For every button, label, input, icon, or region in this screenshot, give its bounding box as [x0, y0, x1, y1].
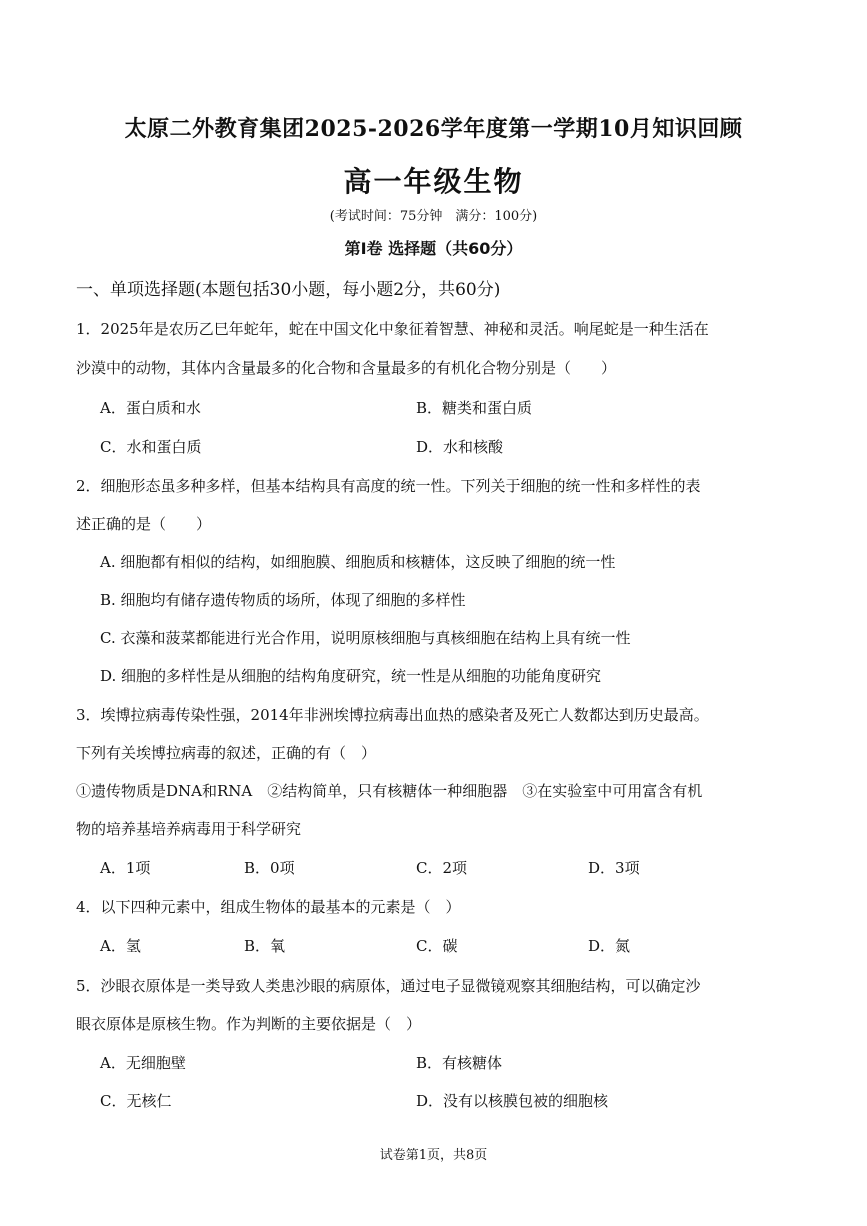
part-heading: 一、单项选择题(本题包括30小题，每小题2分，共60分) [76, 280, 501, 300]
exam-subtitle: 高一年级生物 [343, 165, 524, 198]
question-5-option-d: D．没有以核膜包被的细胞核 [416, 1092, 609, 1110]
question-3-option-d: D．3项 [588, 859, 640, 877]
question-4-line-1: 4．以下四种元素中，组成生物体的最基本的元素是（ ） [76, 898, 461, 916]
question-1-option-d: D．水和核酸 [416, 438, 504, 456]
question-5-line-1: 5．沙眼衣原体是一类导致人类患沙眼的病原体，通过电子显微镜观察其细胞结构，可以确定沙 [76, 977, 701, 995]
question-4-option-d: D．氮 [588, 937, 631, 955]
question-2-option-c: C. 衣藻和菠菜都能进行光合作用，说明原核细胞与真核细胞在结构上具有统一性 [100, 629, 631, 647]
question-2-option-d: D. 细胞的多样性是从细胞的结构角度研究，统一性是从细胞的功能角度研究 [100, 667, 602, 685]
question-3-line-2: 下列有关埃博拉病毒的叙述，正确的有（ ） [76, 744, 377, 762]
question-2-option-a: A. 细胞都有相似的结构，如细胞膜、细胞质和核糖体，这反映了细胞的统一性 [100, 553, 616, 571]
question-3-option-a: A．1项 [100, 859, 151, 877]
question-3-line-1: 3．埃博拉病毒传染性强，2014年非洲埃博拉病毒出血热的感染者及死亡人数都达到历史最高。 [76, 706, 709, 724]
question-5-option-b: B．有核糖体 [416, 1054, 503, 1072]
question-3-option-b: B．0项 [244, 859, 295, 877]
exam-title: 太原二外教育集团2025-2026学年度第一学期10月知识回顾 [124, 116, 743, 142]
question-1-line-2: 沙漠中的动物，其体内含量最多的化合物和含量最多的有机化合物分别是（ ） [76, 359, 617, 377]
question-4-option-a: A．氢 [100, 937, 141, 955]
question-5-line-2: 眼衣原体是原核生物。作为判断的主要依据是（ ） [76, 1015, 422, 1033]
question-3-line-3: ①遗传物质是DNA和RNA ②结构简单，只有核糖体一种细胞器 ③在实验室中可用富含有机 [76, 782, 703, 800]
question-2-option-b: B. 细胞均有储存遗传物质的场所，体现了细胞的多样性 [100, 591, 466, 609]
question-4-option-c: C．碳 [416, 937, 458, 955]
section-heading: 第Ⅰ卷 选择题（共60分） [344, 239, 523, 258]
question-5-option-c: C．无核仁 [100, 1092, 172, 1110]
question-5-option-a: A．无细胞壁 [100, 1054, 186, 1072]
question-1-line-1: 1．2025年是农历乙巳年蛇年，蛇在中国文化中象征着智慧、神秘和灵活。响尾蛇是一种生活在 [76, 320, 709, 338]
question-1-option-b: B．糖类和蛋白质 [416, 399, 533, 417]
page-footer: 试卷第1页，共8页 [379, 1148, 488, 1163]
question-2-line-2: 述正确的是（ ） [76, 515, 212, 533]
exam-info: (考试时间：75分钟 满分：100分) [329, 209, 538, 224]
question-3-line-4: 物的培养基培养病毒用于科学研究 [76, 820, 302, 838]
question-4-option-b: B．氧 [244, 937, 286, 955]
question-1-option-a: A．蛋白质和水 [100, 399, 201, 417]
question-3-option-c: C．2项 [416, 859, 468, 877]
question-1-option-c: C．水和蛋白质 [100, 438, 202, 456]
question-2-line-1: 2．细胞形态虽多种多样，但基本结构具有高度的统一性。下列关于细胞的统一性和多样性的表 [76, 477, 701, 495]
